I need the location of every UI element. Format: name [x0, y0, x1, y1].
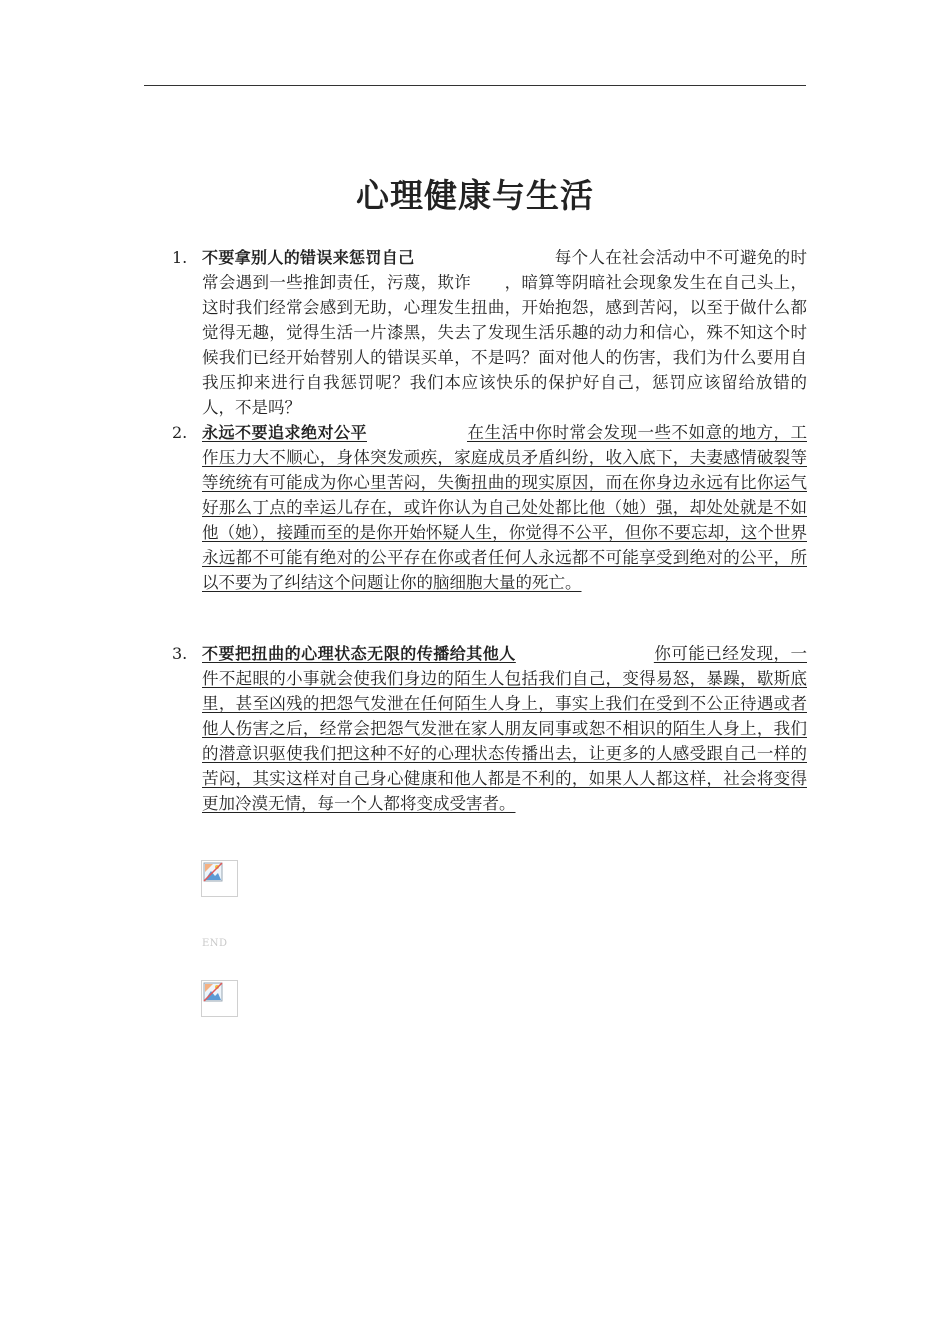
list-item-number: 3.: [172, 644, 188, 663]
list-item-body: 在生活中你时常会发现一些不如意的地方，工作压力大不顺心，身体突发顽疾，家庭成员矛盾纠纷，收入底下，夫妻感情破裂等等统统有可能成为你心里苦闷，失衡扭曲的现实原因，而在你身边永远有比你运气好那么丁点的幸运儿存在，或许你认为自己处处都比他（她）强，却处处就是不如他（她），接踵而至的是你开始怀疑人生，你觉得不公平，但你不要忘却，这个世界永远都不可能有绝对的公平存在你或者任何人永远都不可能享受到绝对的公平，所以不要为了纠结这个问题让你的脑细胞大量的死亡。: [202, 423, 807, 592]
image-placeholder-1: [201, 860, 238, 897]
header-rule: [144, 85, 806, 86]
list-item-3: [172, 641, 807, 816]
broken-image-icon: [203, 982, 223, 1002]
list-item-heading: 永远不要追求绝对公平: [202, 423, 367, 442]
list-item-number: 2.: [172, 423, 188, 442]
end-label: END: [202, 938, 228, 949]
document-title: 心理健康与生活: [356, 176, 594, 215]
list-item-body: 每个人在社会活动中不可避免的时常会遇到一些推卸责任，污蔑，欺诈 ，暗算等阴暗社会现象发生在自己头上，这时我们经常会感到无助，心理发生扭曲，开始抱怨，感到苦闷，以至于做什么都觉得无趣，觉得生活一片漆黑，失去了发现生活乐趣的动力和信心，殊不知这个时候我们已经开始替别人的错误买单，不是吗？面对他人的伤害，我们为什么要用自我压抑来进行自我惩罚呢？我们本应该快乐的保护好自己，惩罚应该留给放错的人，不是吗？: [202, 248, 807, 417]
list-item-body: 你可能已经发现，一件不起眼的小事就会使我们身边的陌生人包括我们自己，变得易怒，暴躁，歇斯底里，甚至凶残的把怨气发泄在任何陌生人身上，事实上我们在受到不公正待遇或者他人伤害之后，经常会把怨气发泄在家人朋友同事或恕不相识的陌生人身上，我们的潜意识驱使我们把这种不好的心理状态传播出去，让更多的人感受跟自己一样的苦闷，其实这样对自己身心健康和他人都是不利的，如果人人都这样，社会将变得更加冷漠无情，每一个人都将变成受害者。: [202, 644, 807, 813]
list-item-number: 1.: [172, 248, 188, 267]
list-item-heading: 不要把扭曲的心理状态无限的传播给其他人: [202, 644, 516, 663]
image-placeholder-2: [201, 980, 238, 1017]
list-item-2: [172, 420, 807, 595]
list-item-1: [172, 245, 807, 420]
list-item-heading: 不要拿别人的错误来惩罚自己: [202, 248, 415, 267]
broken-image-icon: [203, 862, 223, 882]
